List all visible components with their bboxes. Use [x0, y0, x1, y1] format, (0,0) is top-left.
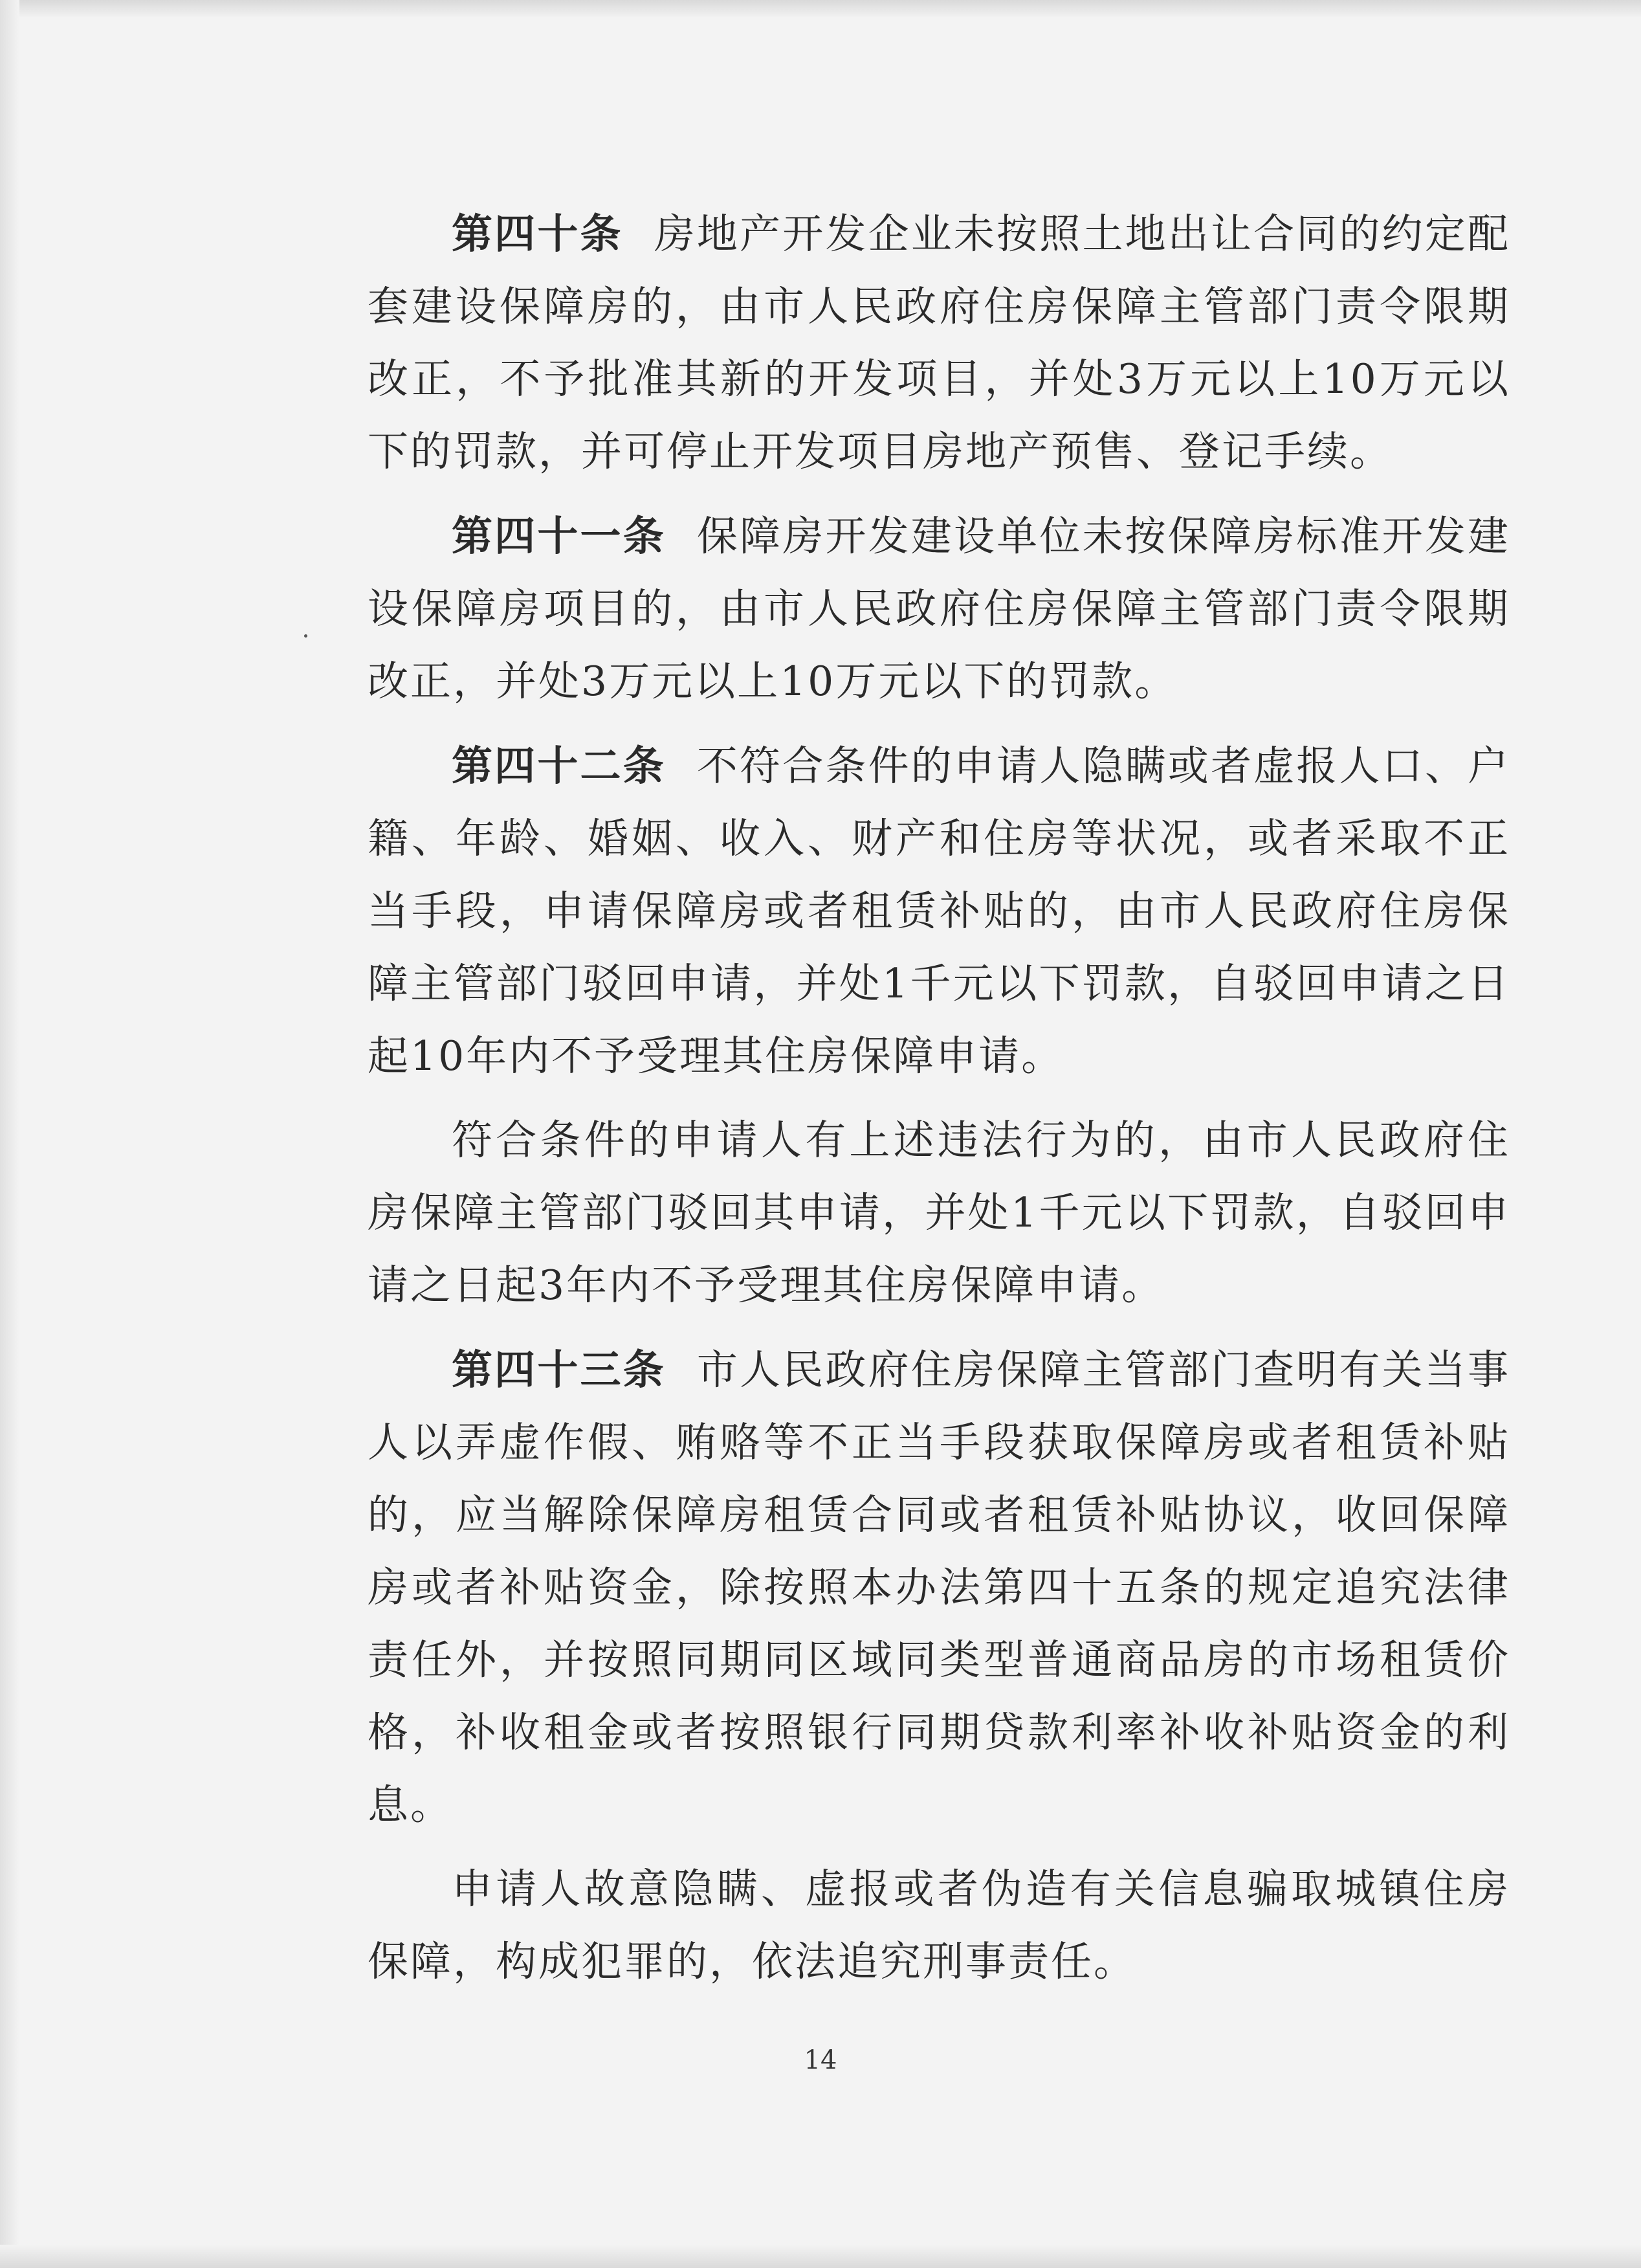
- scan-edge-top: [0, 0, 1641, 18]
- scan-edge-left: [0, 0, 19, 2268]
- article-42: [368, 729, 1510, 1093]
- article-text: 房地产开发企业未按照土地出让合同的约定配套建设保障房的，由市人民政府住房保障主管部门责令限期改正，不予批准其新的开发项目，并处3万元以上10万元以下的罚款，并可停止开发项目房地产预售、登记手续。: [368, 210, 1511, 475]
- article-text: 保障房开发建设单位未按保障房标准开发建设保障房项目的，由市人民政府住房保障主管部门责令限期改正，并处3万元以上10万元以下的罚款。: [368, 513, 1511, 705]
- article-number: 第四十二条: [452, 742, 666, 790]
- scan-edge-bottom: [0, 2245, 1641, 2268]
- article-40: [368, 197, 1510, 488]
- article-43-paragraph-2: 申请人故意隐瞒、虚报或者伪造有关信息骗取城镇住房保障，构成犯罪的，依法追究刑事责任。: [368, 1865, 1510, 1985]
- article-text: 不符合条件的申请人隐瞒或者虚报人口、户籍、年龄、婚姻、收入、财产和住房等状况，或者采取不正当手段，申请保障房或者租赁补贴的，由市人民政府住房保障主管部门驳回申请，并处1千元以下罚款，自驳回申请之日起10年内不予受理其住房保障申请。: [368, 742, 1511, 1080]
- article-number: 第四十一条: [452, 512, 666, 560]
- article-42-paragraph-2: 符合条件的申请人有上述违法行为的，由市人民政府住房保障主管部门驳回其申请，并处1千元以下罚款，自驳回申请之日起3年内不予受理其住房保障申请。: [368, 1117, 1510, 1309]
- article-41: [368, 500, 1510, 718]
- article-text: 市人民政府住房保障主管部门查明有关当事人以弄虚作假、贿赂等不正当手段获取保障房或者租赁补贴的，应当解除保障房租赁合同或者租赁补贴协议，收回保障房或者补贴资金，除按照本办法第四十五条的规定追究法律责任外，并按照同期同区域同类型普通商品房的市场租赁价格，补收租金或者按照银行同期贷款利率补收补贴资金的利息。: [368, 1346, 1511, 1829]
- page-number: 14: [804, 2045, 837, 2075]
- article-number: 第四十条: [452, 210, 623, 258]
- stray-scan-mark: [304, 634, 307, 638]
- article-number: 第四十三条: [452, 1346, 666, 1394]
- article-43: [368, 1333, 1510, 1841]
- document-body: [368, 197, 1510, 2010]
